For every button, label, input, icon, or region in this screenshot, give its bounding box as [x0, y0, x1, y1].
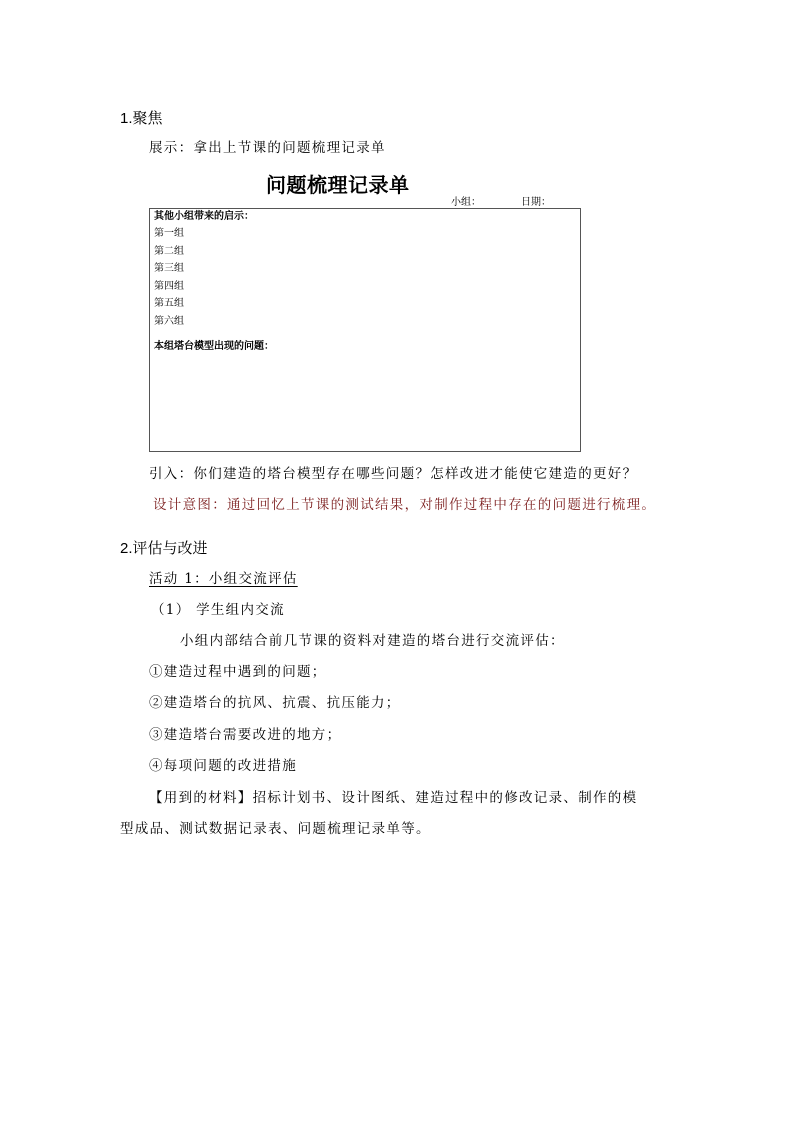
- form-title: 问题梳理记录单: [266, 173, 410, 197]
- show-line: 展示：拿出上节课的问题梳理记录单: [149, 140, 386, 156]
- section-heading-focus: 1.聚焦: [120, 110, 163, 127]
- section-heading-evaluate: 2.评估与改进: [120, 540, 208, 557]
- step-description: 小组内部结合前几节课的资料对建造的塔台进行交流评估：: [180, 633, 565, 649]
- materials-line: 【用到的材料】招标计划书、设计图纸、建造过程中的修改记录、制作的模: [149, 790, 638, 806]
- form-problems-label: 本组塔台模型出现的问题：: [154, 341, 274, 352]
- list-item: ③建造塔台需要改进的地方；: [149, 727, 342, 743]
- list-item: ④每项问题的改进措施: [149, 758, 297, 774]
- form-date-label: 日期：: [521, 197, 551, 208]
- form-inspiration-label: 其他小组带来的启示：: [154, 211, 254, 222]
- design-intent-line: 设计意图：通过回忆上节课的测试结果，对制作过程中存在的问题进行梳理。: [153, 497, 657, 513]
- materials-line-continued: 型成品、测试数据记录表、问题梳理记录单等。: [120, 821, 431, 837]
- activity-title: 活动 1：小组交流评估: [149, 571, 298, 587]
- form-group-row: 第四组: [154, 281, 184, 292]
- list-item: ①建造过程中遇到的问题；: [149, 664, 327, 680]
- form-group-row: 第三组: [154, 263, 184, 274]
- form-group-row: 第一组: [154, 228, 184, 239]
- list-item: ②建造塔台的抗风、抗震、抗压能力；: [149, 695, 401, 711]
- form-group-row: 第五组: [154, 298, 184, 309]
- form-group-label: 小组：: [451, 197, 481, 208]
- intro-line: 引入：你们建造的塔台模型存在哪些问题？怎样改进才能使它建造的更好？: [149, 466, 638, 482]
- step-title: （1） 学生组内交流: [151, 602, 285, 618]
- form-group-row: 第六组: [154, 316, 184, 327]
- record-form-box: [149, 208, 581, 452]
- form-group-row: 第二组: [154, 246, 184, 257]
